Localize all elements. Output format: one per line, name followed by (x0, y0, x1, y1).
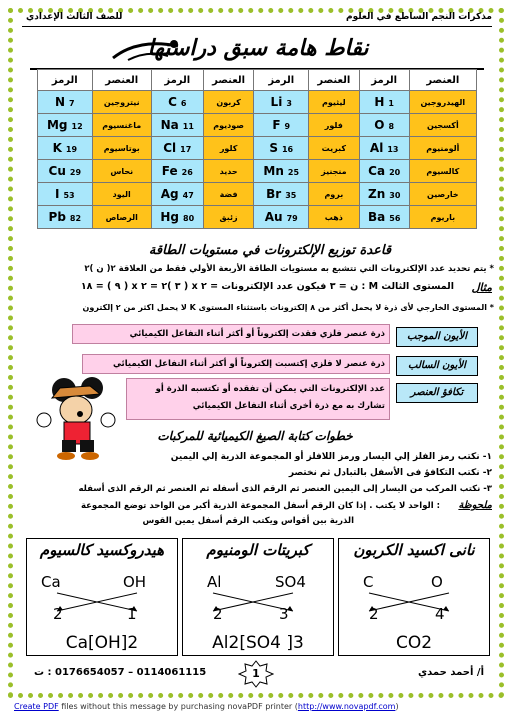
formula-result: Al2[SO4 ]3 (212, 633, 304, 653)
element-symbol: Br (266, 187, 282, 201)
formula-frame-caoh2 (26, 538, 178, 656)
element-name-cell: كربون (203, 91, 254, 114)
element-name-cell: ألومنيوم (409, 137, 476, 160)
element-name-cell: اليود (92, 183, 151, 206)
element-name-cell: حديد (203, 160, 254, 183)
def-negative-ion: ذرة عنصر لا فلزي إكتسبت إلكتروناً أو أكثر أثناء التفاعل الكيميائي (82, 354, 390, 374)
element-symbol: Zn (368, 187, 386, 201)
col-header: العنصر (203, 70, 254, 91)
element-symbol-cell (151, 160, 203, 183)
table-row (38, 114, 477, 137)
element-symbol-cell (359, 160, 409, 183)
section-title-electron-distribution: قاعدة توزيع الإلكترونات في مستويات الطاقة (148, 243, 392, 258)
element-symbol: F (272, 118, 281, 132)
tag-negative-ion: الأيون السالب (396, 356, 478, 376)
col-header: العنصر (92, 70, 151, 91)
atomic-number: 19 (65, 145, 78, 154)
element-symbol: Ag (160, 187, 179, 201)
formula-left-symbol: Al (207, 573, 222, 591)
element-name-cell: باريوم (409, 206, 476, 229)
element-name-cell: كبريت (308, 137, 359, 160)
atomic-number: 80 (183, 214, 195, 223)
pdf-note-end: ) (395, 702, 399, 711)
outer-shell-rule: * المستوى الخارجي لأى ذرة لا يحمل أكثر من ٨ إلكترونات باستثناء المستوى K لا يحمل اكثر من ٢ إلكترون (82, 303, 494, 312)
element-symbol: Ca (368, 164, 386, 178)
element-symbol-cell (151, 114, 203, 137)
table-row (38, 206, 477, 229)
header-divider (22, 26, 492, 27)
atomic-number: 30 (389, 191, 401, 200)
atomic-number: 7 (69, 99, 75, 108)
col-header: الرمز (38, 70, 93, 91)
atomic-number: 12 (71, 122, 83, 131)
element-symbol: Au (264, 210, 283, 224)
element-symbol: I (55, 187, 60, 201)
page-title: نقاط هامة سبق دراستها (147, 36, 369, 61)
pdf-watermark (14, 702, 399, 711)
element-symbol-cell (254, 114, 308, 137)
element-symbol: K (52, 141, 62, 155)
note-text: : الواحد لا يكتب . إذا كان الرقم أسفل المجموعة الذرية أكبر من الواحد توضع المجموعة (80, 501, 440, 511)
element-name-cell: صوديوم (203, 114, 254, 137)
footer-phone: 0114061115 – 0176654057 : ت (34, 667, 207, 678)
def-positive-ion: ذرة عنصر فلزي فقدت إلكتروناً أو أكثر أثناء التفاعل الكيميائي (72, 324, 390, 344)
step-2: ٢- نكتب التكافؤ فى الأسفل بالتبادل ثم نختصر (288, 468, 492, 478)
note-label: ملحوظة (458, 500, 492, 511)
element-symbol-cell (151, 91, 203, 114)
col-header: الرمز (151, 70, 203, 91)
element-name-cell: بروم (308, 183, 359, 206)
create-pdf-link[interactable]: Create PDF (14, 702, 59, 711)
element-symbol: Li (270, 95, 283, 109)
atomic-number: 9 (284, 122, 291, 131)
cartoon-mouse-icon (30, 376, 120, 461)
formula-right-number: 1 (127, 605, 137, 623)
atomic-number: 16 (281, 145, 294, 154)
atomic-number: 11 (182, 122, 194, 131)
element-name-cell: خارصين (409, 183, 476, 206)
element-symbol: Ba (368, 210, 386, 224)
formula-left-number: 2 (369, 605, 379, 623)
atomic-number: 1 (388, 99, 394, 108)
element-symbol: O (374, 118, 385, 132)
element-symbol-cell (254, 206, 308, 229)
header-grade: للصف الثالث الإعدادي (26, 12, 123, 22)
tag-valency: تكافؤ العنصر (396, 383, 478, 403)
element-symbol-cell (38, 183, 93, 206)
pdf-note-text: files without this message by purchasing novaPDF printer ( (58, 702, 298, 711)
element-symbol: Pb (48, 210, 66, 224)
table-row (38, 91, 477, 114)
table-row (38, 137, 477, 160)
element-name-cell: فضة (203, 183, 254, 206)
element-name-cell: ماغنسيوم (92, 114, 151, 137)
element-symbol: N (54, 95, 66, 109)
step-1: ١- نكتب رمز الفلز إلي اليسار ورمز اللافلز أو المجموعة الذرية إلي اليمين (170, 452, 492, 462)
element-symbol: C (168, 95, 177, 109)
element-symbol: H (374, 95, 385, 109)
element-symbol: S (269, 141, 278, 155)
example-text: المستوى الثالث M : ن = ٣ فيكون عدد الإلكترونات = ٢ x ( ٣ )٢ = ٢ x ( ٩ ) = ١٨ (80, 281, 454, 292)
element-symbol-cell (254, 137, 308, 160)
element-symbol: Mn (263, 164, 284, 178)
element-symbol: Hg (160, 210, 180, 224)
formula-right-symbol: SO4 (275, 573, 306, 591)
formula-result: CO2 (395, 633, 433, 653)
table-header-row (38, 70, 477, 91)
element-symbol-cell (38, 160, 93, 183)
element-name-cell: ذهب (308, 206, 359, 229)
page-number: 1 (252, 667, 260, 680)
atomic-number: 35 (285, 191, 297, 200)
atomic-number: 56 (389, 214, 401, 223)
formula-result: Ca[OH]2 (65, 633, 139, 653)
formula-frame-al2so43 (182, 538, 334, 656)
element-symbol-cell (254, 91, 308, 114)
element-symbol-cell (359, 137, 409, 160)
col-header: الرمز (254, 70, 308, 91)
element-symbol-cell (359, 91, 409, 114)
element-name-cell: بوتاسيوم (92, 137, 151, 160)
formula-left-symbol: C (363, 573, 374, 591)
element-symbol-cell (38, 137, 93, 160)
col-header: العنصر (409, 70, 476, 91)
atomic-number: 29 (69, 168, 82, 177)
formula-title: كبريتات الومنيوم (206, 541, 310, 559)
footer-author: أ/ أحمد حمدي (417, 667, 484, 678)
atomic-number: 17 (180, 145, 192, 154)
table-row (38, 183, 477, 206)
header-series: مذكرات النجم الساطع في العلوم (345, 12, 492, 22)
formula-left-number: 2 (53, 605, 63, 623)
element-symbol: Fe (161, 164, 178, 178)
element-symbol: Al (369, 141, 384, 155)
element-symbol-cell (38, 206, 93, 229)
atomic-number: 3 (286, 99, 292, 108)
formula-frame-co2 (338, 538, 490, 656)
formula-right-symbol: OH (123, 573, 147, 591)
atomic-number: 82 (69, 214, 82, 223)
element-name-cell: الرصاص (92, 206, 151, 229)
formula-title: هيدروكسيد كالسيوم (39, 541, 165, 559)
element-symbol-cell (151, 206, 203, 229)
element-symbol-cell (38, 91, 93, 114)
element-name-cell: أكسجين (409, 114, 476, 137)
table-body (38, 91, 477, 229)
section-title-formula-steps: خطوات كتابة الصيغ الكيميائية للمركبات (157, 429, 353, 443)
col-header: العنصر (308, 70, 359, 91)
def-valency: عدد الإلكترونات التي يمكن أن تفقده أو تكتسبه الذرة أو تشارك به مع ذرة أخرى أثناء التفاعل الكيميائي (126, 378, 390, 420)
formula-left-number: 2 (213, 605, 223, 623)
element-name-cell: الهيدروجين (409, 91, 476, 114)
element-symbol-cell (38, 114, 93, 137)
element-symbol-cell (359, 114, 409, 137)
element-symbol: Cu (48, 164, 66, 178)
atomic-number: 53 (63, 191, 75, 200)
atomic-number: 20 (389, 168, 401, 177)
note-text-2: الذرية بين أقواس ويكتب الرقم أسفل يمين القوس (142, 516, 354, 526)
formula-right-symbol: O (431, 573, 443, 591)
rule-text: * يتم تحديد عدد الإلكترونات التي تتشبع به مستويات الطاقة الأربعة الأولي فقط من العلاقة ٢( ن )٢ (84, 264, 494, 274)
formula-left-symbol: Ca (41, 573, 61, 591)
table-row (38, 160, 477, 183)
atomic-number: 8 (388, 122, 395, 131)
formula-right-number: 4 (435, 605, 445, 623)
cross-arrows-icon (47, 591, 157, 613)
novapdf-link[interactable]: http://www.novapdf.com (297, 702, 396, 711)
atomic-number: 79 (286, 214, 298, 223)
elements-table (37, 69, 477, 229)
element-name-cell: زئبق (203, 206, 254, 229)
element-name-cell: كلور (203, 137, 254, 160)
atomic-number: 47 (182, 191, 194, 200)
formula-right-number: 3 (279, 605, 289, 623)
element-symbol-cell (151, 183, 203, 206)
element-name-cell: منجنيز (308, 160, 359, 183)
atomic-number: 6 (180, 99, 187, 108)
example-label: مثال (471, 281, 492, 294)
tag-positive-ion: الأيون الموجب (396, 327, 478, 347)
col-header: الرمز (359, 70, 409, 91)
element-symbol-cell (359, 183, 409, 206)
atomic-number: 13 (387, 145, 399, 154)
atomic-number: 26 (181, 168, 193, 177)
element-symbol: Na (160, 118, 179, 132)
element-symbol-cell (151, 137, 203, 160)
element-name-cell: ليثيوم (308, 91, 359, 114)
element-name-cell: نحاس (92, 160, 151, 183)
step-3: ٣- نكتب المركب من اليسار إلى اليمين العنصر ثم الرقم الذى أسفله ثم العنصر ثم الرقم الذى أسفله (78, 484, 492, 494)
element-name-cell: فلور (308, 114, 359, 137)
element-symbol: Cl (163, 141, 177, 155)
element-symbol-cell (254, 160, 308, 183)
element-symbol: Mg (46, 118, 68, 132)
element-name-cell: كالسيوم (409, 160, 476, 183)
formula-title: نانى اكسيد الكربون (353, 541, 475, 559)
element-name-cell: نيتروجين (92, 91, 151, 114)
element-symbol-cell (254, 183, 308, 206)
element-symbol-cell (359, 206, 409, 229)
atomic-number: 25 (287, 168, 300, 177)
